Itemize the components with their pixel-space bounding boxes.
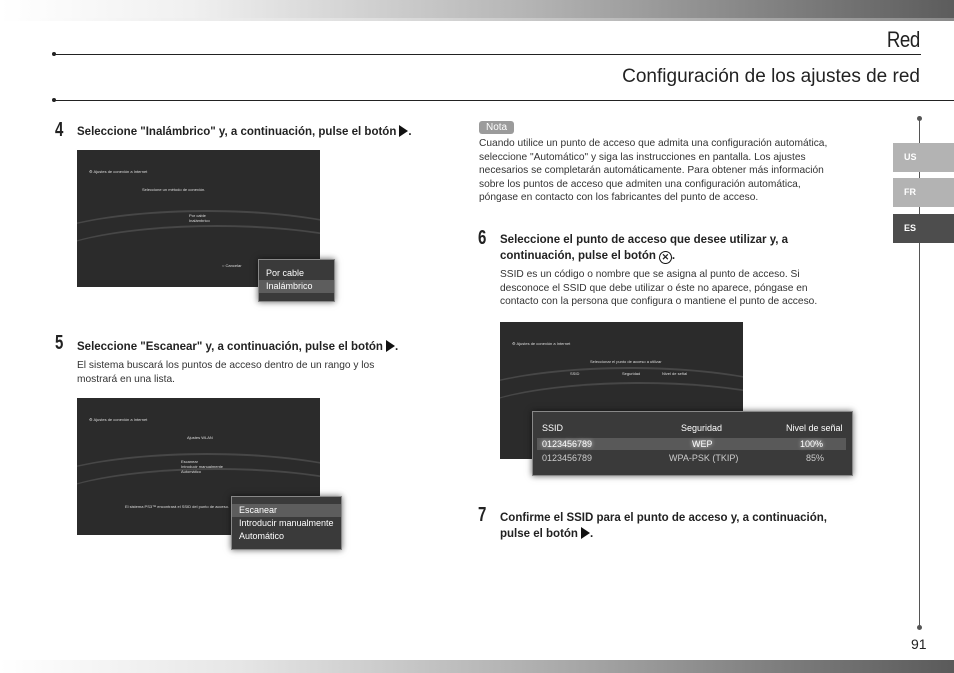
step-7-text-line: Confirme el SSID para el punto de acceso y, a continuación, [500,512,827,524]
note-text [479,137,827,205]
step-4-number: 4 [55,119,64,141]
rule-dot [52,52,56,56]
step-5-body-line: El sistema buscará los puntos de acceso dentro de un rango y los [77,360,375,371]
cross-button-icon: ✕ [659,251,672,264]
popup-option-wireless: Inalámbrico [259,280,334,293]
screen-1-popup [258,259,335,302]
step-6-body-line: contacto con la persona que configura o mantiene el punto de acceso. [500,296,818,307]
header-rule-top [54,54,921,55]
popup-option-wired: Por cable [266,268,305,278]
step-4-heading: Seleccione "Inalámbrico" y, a continuación, pulse el botón . [77,126,412,138]
note-line: Cuando utilice un punto de acceso que admita una configuración automática, [479,138,828,149]
page-number: 91 [911,636,927,652]
screen-header: ⚙ Ajustes de conexión a Internet [89,417,148,422]
table-header-signal: Nivel de señal [786,423,843,433]
step-5-heading: Seleccione "Escanear" y, a continuación, pulse el botón . [77,341,399,353]
page-subtitle: Configuración de los ajustes de red [622,66,920,87]
step-5-body-line: mostrará en una lista. [77,373,175,385]
note-line: necesarios se completarán automáticamente. Para obtener más información [479,165,824,176]
play-arrow-icon [386,340,395,352]
play-arrow-icon [581,527,590,539]
screen-col: SSID [570,371,580,376]
step-7-heading [500,510,827,542]
play-arrow-icon [399,125,408,137]
step-6-number: 6 [478,227,487,249]
rule-dot [917,625,922,630]
screen-header: ⚙ Ajustes de conexión a Internet [89,169,148,174]
table-header-security: Seguridad [681,423,723,433]
top-gradient-line [0,18,954,21]
note-line: póngase en contacto con los fabricantes del punto de acceso. [479,192,759,203]
step-6-text-line: Seleccione el punto de acceso que desee utilizar y, a [500,234,789,246]
rule-dot [52,98,56,102]
screen-option: Introducir manualmente [181,464,224,469]
step-7-number: 7 [478,504,487,526]
screen-header: ⚙ Ajustes de conexión a Internet [512,341,571,346]
step-6-body-line: desconoce el SSID que debe utilizar o éste no aparece, póngase en [500,282,808,294]
screen-instructions: Seleccione un método de conexión. [142,187,206,192]
step-7-text-line2: pulse el botón . [500,528,594,540]
step-5-body [77,359,374,386]
section-title: Red [886,27,920,52]
screen-2-popup [231,496,342,550]
step-7-text: pulse el botón [500,528,578,540]
table-row-ssid: 0123456789 [542,453,593,463]
step-6-text: continuación, pulse el botón [500,250,656,262]
rule-dot [917,116,922,121]
table-row-security: WPA-PSK (TKIP) [669,453,739,463]
language-tab-fr[interactable]: FR [893,178,954,207]
step-6-body-line: SSID es un código o nombre que se asigna al punto de acceso. Si [500,269,800,280]
step-6-body [500,268,817,309]
note-line: seleccione "Automático" y siga las instrucciones en pantalla. Los ajustes [479,151,806,163]
language-tab-es[interactable]: ES [893,214,954,243]
step-5-number: 5 [55,332,64,354]
screen-option: Automático [181,469,202,474]
note-line: sobre los puntos de acceso que admiten una configuración automática, [479,178,801,190]
header-rule-bottom [54,100,954,101]
screen-cancel: ○ Cancelar [222,263,242,268]
top-gradient-bar [0,0,954,18]
language-tab-us[interactable]: US [893,143,954,172]
popup-option-scan: Escanear [232,504,341,517]
screen-title: Ajustes WLAN [187,435,213,440]
bottom-gradient-bar [0,660,954,673]
step-4-text: Seleccione "Inalámbrico" y, a continuación, pulse el botón [77,126,397,138]
step-5-text: Seleccione "Escanear" y, a continuación, pulse el botón [77,341,383,353]
screen-option: Por cable [189,213,206,218]
note-badge: Nota [479,121,514,134]
table-row-ssid: 0123456789 [542,439,593,449]
table-header-ssid: SSID [542,423,564,433]
screen-footer: El sistema PS3™ encontrará el SSID del punto de acceso. [125,504,230,509]
table-row-signal: 100% [800,439,824,449]
screen-instructions: Seleccionar el punto de acceso a utilizar [590,359,662,364]
popup-option-manual: Introducir manualmente [239,518,334,528]
step-6-text-line2: continuación, pulse el botón ✕ . [500,250,676,262]
table-row-security: WEP [692,439,713,449]
step-6-heading [500,232,788,264]
popup-option-auto: Automático [239,531,285,541]
table-row-signal: 85% [806,453,825,463]
screen-option-selected: Inalámbrico [189,218,210,223]
screen-col: Nivel de señal [662,371,688,376]
screen-3-popup [532,411,853,476]
screen-option-selected: Escanear [181,459,198,464]
screen-col: Seguridad [622,371,641,376]
